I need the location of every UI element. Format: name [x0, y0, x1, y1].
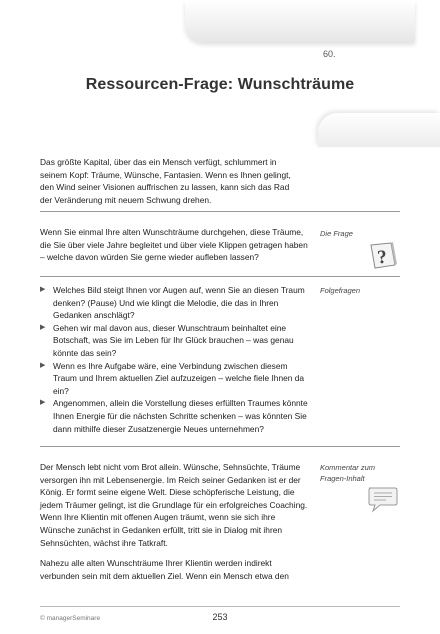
page-number: 253 [212, 612, 228, 622]
commentary-paragraph: Der Mensch lebt nicht vom Brot allein. Wünsche, Sehnsüchte, Träume versorgen ihn mit Lebensenergie. Im Reich seiner Gedanken ist er der König. Er formt seine eigene Welt. Diese schöpferische Leistung, die jedem Träumer gelingt, ist die Grundlage für ein erfolgreiches Coaching. Wenn Ihre Klientin mit offenen Augen träumt, wenn sie sich ihre Wünsche zunächst in Gedanken erfüllt, tritt sie in Dialog mit ihren Sehnsüchten, wächst ihre Tatkraft. [40, 462, 308, 548]
section-decoration [318, 113, 440, 147]
footer-brand: © managerSeminare [40, 615, 101, 622]
bullet-arrow-icon: ▶ [40, 399, 46, 407]
question-number: 60. [323, 49, 336, 59]
list-item: ▶ Welches Bild steigt Ihnen vor Augen auf, wenn Sie an diesen Traum denken? (Pause) Und wie klingt die Melodie, die das in Ihren Gedanken anschlägt? [40, 285, 305, 321]
svg-text:?: ? [376, 246, 388, 269]
footer-divider [40, 606, 400, 607]
followup-list [40, 284, 312, 435]
commentary-paragraph: Nahezu alle alten Wunschträume Ihrer Klientin werden indirekt verbunden sein mit dem aktuellen Ziel. Wenn ein Mensch etwa den [40, 558, 289, 581]
divider [40, 211, 400, 212]
commentary-label: Kommentar zum Fragen-Inhalt [320, 463, 376, 483]
followups-label: Folgefragen [320, 286, 361, 295]
list-item: ▶ Wenn es Ihre Aufgabe wäre, eine Verbindung zwischen diesem Traum und Ihrem aktuellen Ziel aufzuzeigen – welche fiele Ihnen da ein? [40, 360, 305, 396]
question-mark-sign-icon [367, 240, 399, 277]
intro-paragraph: Das größte Kapital, über das ein Mensch verfügt, schlummert in seinem Kopf: Träume, Wünsche, Fantasien. Wenn es Ihnen gelingt, den Wind seiner Visionen auffrischen zu lassen, kann sich das Rad der Veränderung mit neuem Schwung drehen. [40, 157, 291, 205]
header-decoration [185, 0, 415, 42]
divider [40, 276, 400, 277]
question-text: Wenn Sie einmal Ihre alten Wunschträume durchgehen, diese Träume, die Sie über viele Jahre begleitet und über viele Klippen getragen haben – welche davon würden Sie gerne wieder aufleben lassen? [40, 227, 308, 263]
divider [40, 446, 400, 447]
speech-bubble-icon [366, 485, 400, 518]
question-label: Die Frage [320, 229, 353, 238]
list-item: ▶ Gehen wir mal davon aus, dieser Wunschtraum beinhaltet eine Botschaft, was Sie im Leben für Ihr Glück brauchen – was genau könnte das sein? [40, 322, 294, 358]
bullet-arrow-icon: ▶ [40, 286, 46, 293]
bullet-arrow-icon: ▶ [40, 361, 46, 369]
page-title: Ressourcen-Frage: Wunschträume [85, 76, 355, 93]
bullet-arrow-icon: ▶ [40, 323, 46, 331]
commentary-body [40, 461, 308, 582]
list-item: ▶ Angenommen, allein die Vorstellung dieses erfüllten Traumes könnte Ihnen Energie für die nächsten Schritte schenken – was könnten Sie dann mithilfe dieser Zusatzenergie Neues unternehmen? [40, 398, 308, 434]
